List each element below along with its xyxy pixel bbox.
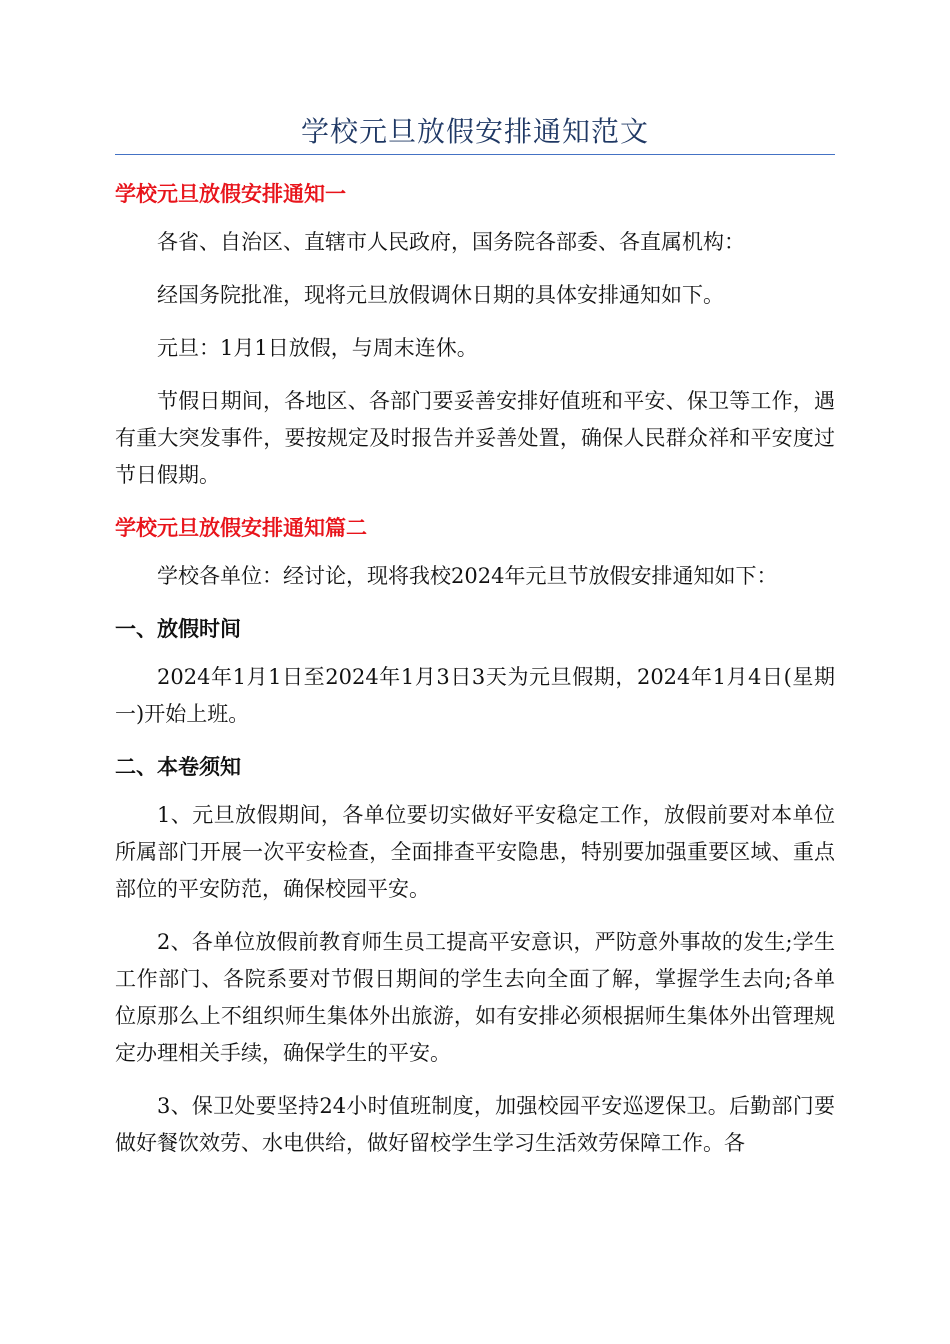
paragraph: 元旦：1月1日放假，与周末连休。 — [157, 336, 478, 360]
document-body — [115, 176, 835, 1162]
sub-heading-notes: 二、本卷须知 — [115, 755, 241, 779]
section-heading-1: 学校元旦放假安排通知一 — [115, 182, 346, 206]
section-heading-2: 学校元旦放假安排通知篇二 — [115, 516, 367, 540]
paragraph: 各省、自治区、直辖市人民政府，国务院各部委、各直属机构： — [157, 230, 745, 254]
paragraph: 学校各单位：经讨论，现将我校2024年元旦节放假安排通知如下： — [157, 564, 778, 588]
paragraph: 经国务院批准，现将元旦放假调休日期的具体安排通知如下。 — [157, 283, 724, 307]
paragraph: 2024年1月1日至2024年1月3日3天为元旦假期，2024年1月4日(星期一)开始上班。 — [115, 665, 835, 726]
paragraph: 节假日期间，各地区、各部门要妥善安排好值班和平安、保卫等工作，遇有重大突发事件，要按规定及时报告并妥善处置，确保人民群众祥和平安度过节日假期。 — [115, 389, 835, 487]
list-item: 2、各单位放假前教育师生员工提高平安意识，严防意外事故的发生;学生工作部门、各院系要对节假日期间的学生去向全面了解，掌握学生去向;各单位原那么上不组织师生集体外出旅游，如有安排必须根据师生集体外出管理规定办理相关手续，确保学生的平安。 — [115, 930, 835, 1065]
document-title: 学校元旦放假安排通知范文 — [300, 115, 649, 148]
list-item: 1、元旦放假期间，各单位要切实做好平安稳定工作，放假前要对本单位所属部门开展一次平安检查，全面排查平安隐患，特别要加强重要区域、重点部位的平安防范，确保校园平安。 — [115, 803, 835, 901]
sub-heading-vacation-time: 一、放假时间 — [115, 617, 241, 641]
list-item: 3、保卫处要坚持24小时值班制度，加强校园平安巡逻保卫。后勤部门要做好餐饮效劳、水电供给，做好留校学生学习生活效劳保障工作。各 — [115, 1094, 835, 1155]
title-underline — [115, 154, 835, 155]
